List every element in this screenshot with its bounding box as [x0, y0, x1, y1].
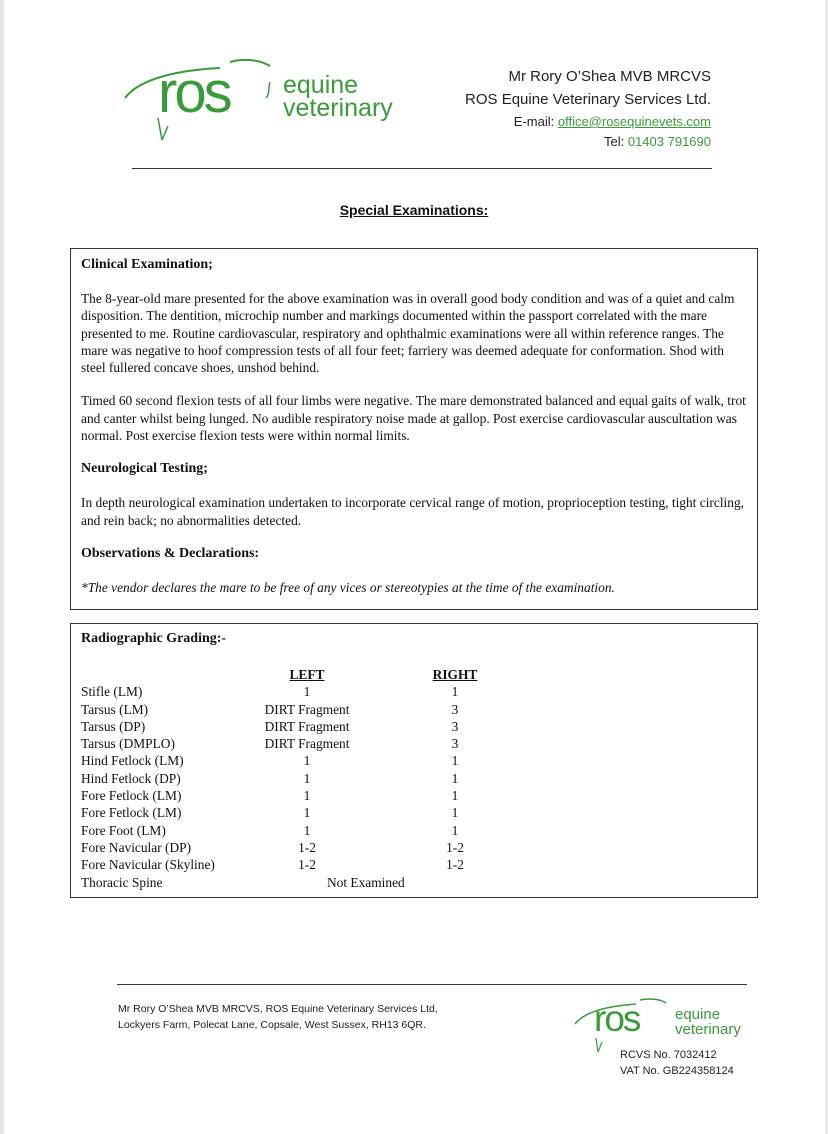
footer-divider	[117, 984, 747, 985]
column-header-right: RIGHT	[432, 667, 478, 682]
right-grade: 1	[451, 788, 459, 804]
email-link[interactable]: office@rosequinevets.com	[557, 114, 711, 129]
vet-name: Mr Rory O’Shea MVB MRCVS	[508, 68, 711, 85]
vat-number: VAT No. GB224358124	[620, 1065, 734, 1077]
view-label: Tarsus (DMPLO)	[81, 736, 175, 752]
rcvs-number: RCVS No. 7032412	[620, 1049, 717, 1061]
right-grade: 1	[451, 753, 459, 769]
contact-block	[465, 66, 711, 152]
radiographic-grading-box	[70, 623, 758, 898]
right-grade: 3	[451, 718, 459, 734]
logo-line-veterinary: veterinary	[283, 94, 393, 122]
left-grade: 1	[303, 805, 311, 821]
view-label: Fore Fetlock (LM)	[81, 788, 182, 804]
view-label: Fore Navicular (Skyline)	[81, 857, 215, 873]
logo-wordmark: ros	[158, 60, 230, 125]
grading-heading: Radiographic Grading:-	[81, 631, 227, 646]
right-grade: 3	[451, 736, 459, 752]
view-label: Stifle (LM)	[81, 684, 143, 700]
clinical-paragraph-2: Timed 60 second flexion tests of all four limbs were negative. The mare demonstrated balanced and equal gaits of walk, trot and canter whilst being lunged. No audible respiratory noise made at gallop. Post exercise cardiovascular auscultation was normal. Post exercise flexion tests were within normal limits.	[81, 393, 746, 444]
right-grade: 1-2	[446, 857, 464, 873]
view-label: Fore Navicular (DP)	[81, 839, 192, 855]
view-label: Hind Fetlock (DP)	[81, 770, 181, 786]
tel-number: 01403 791690	[627, 134, 711, 149]
observations-heading: Observations & Declarations:	[81, 545, 260, 561]
footer-logo-wordmark: ros	[594, 998, 640, 1039]
clinical-paragraph-1: The 8-year-old mare presented for the above examination was in overall good body condition and was of a quiet and calm disposition. The dentition, microchip number and markings documented within the passport correlated with the mare presented to me. Routine cardiovascular, respiratory and ophthalmic examinations were all within reference ranges. The mare was negative to hoof compression tests of all four feet; farriery was deemed adequate for conformation. Shod with steel fullered concave shoes, unshod behind.	[81, 291, 735, 376]
neuro-text: In depth neurological examination undertaken to incorporate cervical range of motion, proprioception testing, tight circling, and rein back; no abnormalities detected.	[81, 495, 744, 528]
view-label: Tarsus (DP)	[81, 718, 146, 734]
left-grade: 1	[303, 788, 311, 804]
left-grade: DIRT Fragment	[264, 736, 350, 752]
clinical-examination-box	[70, 248, 758, 610]
not-examined-note: Not Examined	[327, 874, 405, 890]
email-label: E-mail:	[513, 114, 558, 129]
footer-line-1: Mr Rory O’Shea MVB MRCVS, ROS Equine Veterinary Services Ltd,	[118, 1003, 438, 1015]
footer-logo-line-equine: equine	[675, 1006, 721, 1023]
footer-logo-line-veterinary: veterinary	[675, 1021, 741, 1038]
tel-label: Tel:	[604, 134, 628, 149]
logo-line-equine: equine	[283, 71, 359, 99]
left-grade: 1	[303, 822, 311, 838]
footer-line-2: Lockyers Farm, Polecat Lane, Copsale, West Sussex, RH13 6QR.	[118, 1019, 426, 1031]
view-label: Hind Fetlock (LM)	[81, 753, 184, 769]
footer-address	[118, 1001, 438, 1033]
left-grade: 1	[303, 753, 311, 769]
view-label: Fore Foot (LM)	[81, 822, 166, 838]
left-grade: 1-2	[298, 857, 316, 873]
neuro-heading: Neurological Testing;	[81, 461, 208, 477]
left-grade: DIRT Fragment	[264, 701, 350, 717]
right-grade: 1	[451, 805, 459, 821]
right-grade: 1	[451, 822, 459, 838]
header-divider	[132, 168, 712, 169]
tel-line	[465, 132, 711, 152]
right-grade: 1	[451, 770, 459, 786]
view-label: Tarsus (LM)	[81, 701, 149, 717]
right-grade: 3	[451, 701, 459, 717]
column-header-left: LEFT	[289, 667, 325, 682]
left-grade: 1	[303, 684, 311, 700]
left-grade: 1-2	[298, 839, 316, 855]
left-grade: 1	[303, 770, 311, 786]
left-grade: DIRT Fragment	[264, 718, 350, 734]
right-grade: 1-2	[446, 839, 464, 855]
ros-logo	[120, 58, 420, 148]
view-label: Thoracic Spine	[81, 874, 163, 890]
observations-text: *The vendor declares the mare to be free of any vices or stereotypies at the time of the examination.	[81, 579, 615, 595]
page-title: Special Examinations:	[339, 202, 489, 218]
view-label: Fore Fetlock (LM)	[81, 805, 182, 821]
company-name: ROS Equine Veterinary Services Ltd.	[465, 91, 711, 108]
page-edge-left	[0, 0, 4, 1134]
registration-block	[620, 1047, 734, 1079]
clinical-heading: Clinical Examination;	[81, 257, 213, 272]
right-grade: 1	[451, 684, 459, 700]
email-line	[465, 112, 711, 132]
